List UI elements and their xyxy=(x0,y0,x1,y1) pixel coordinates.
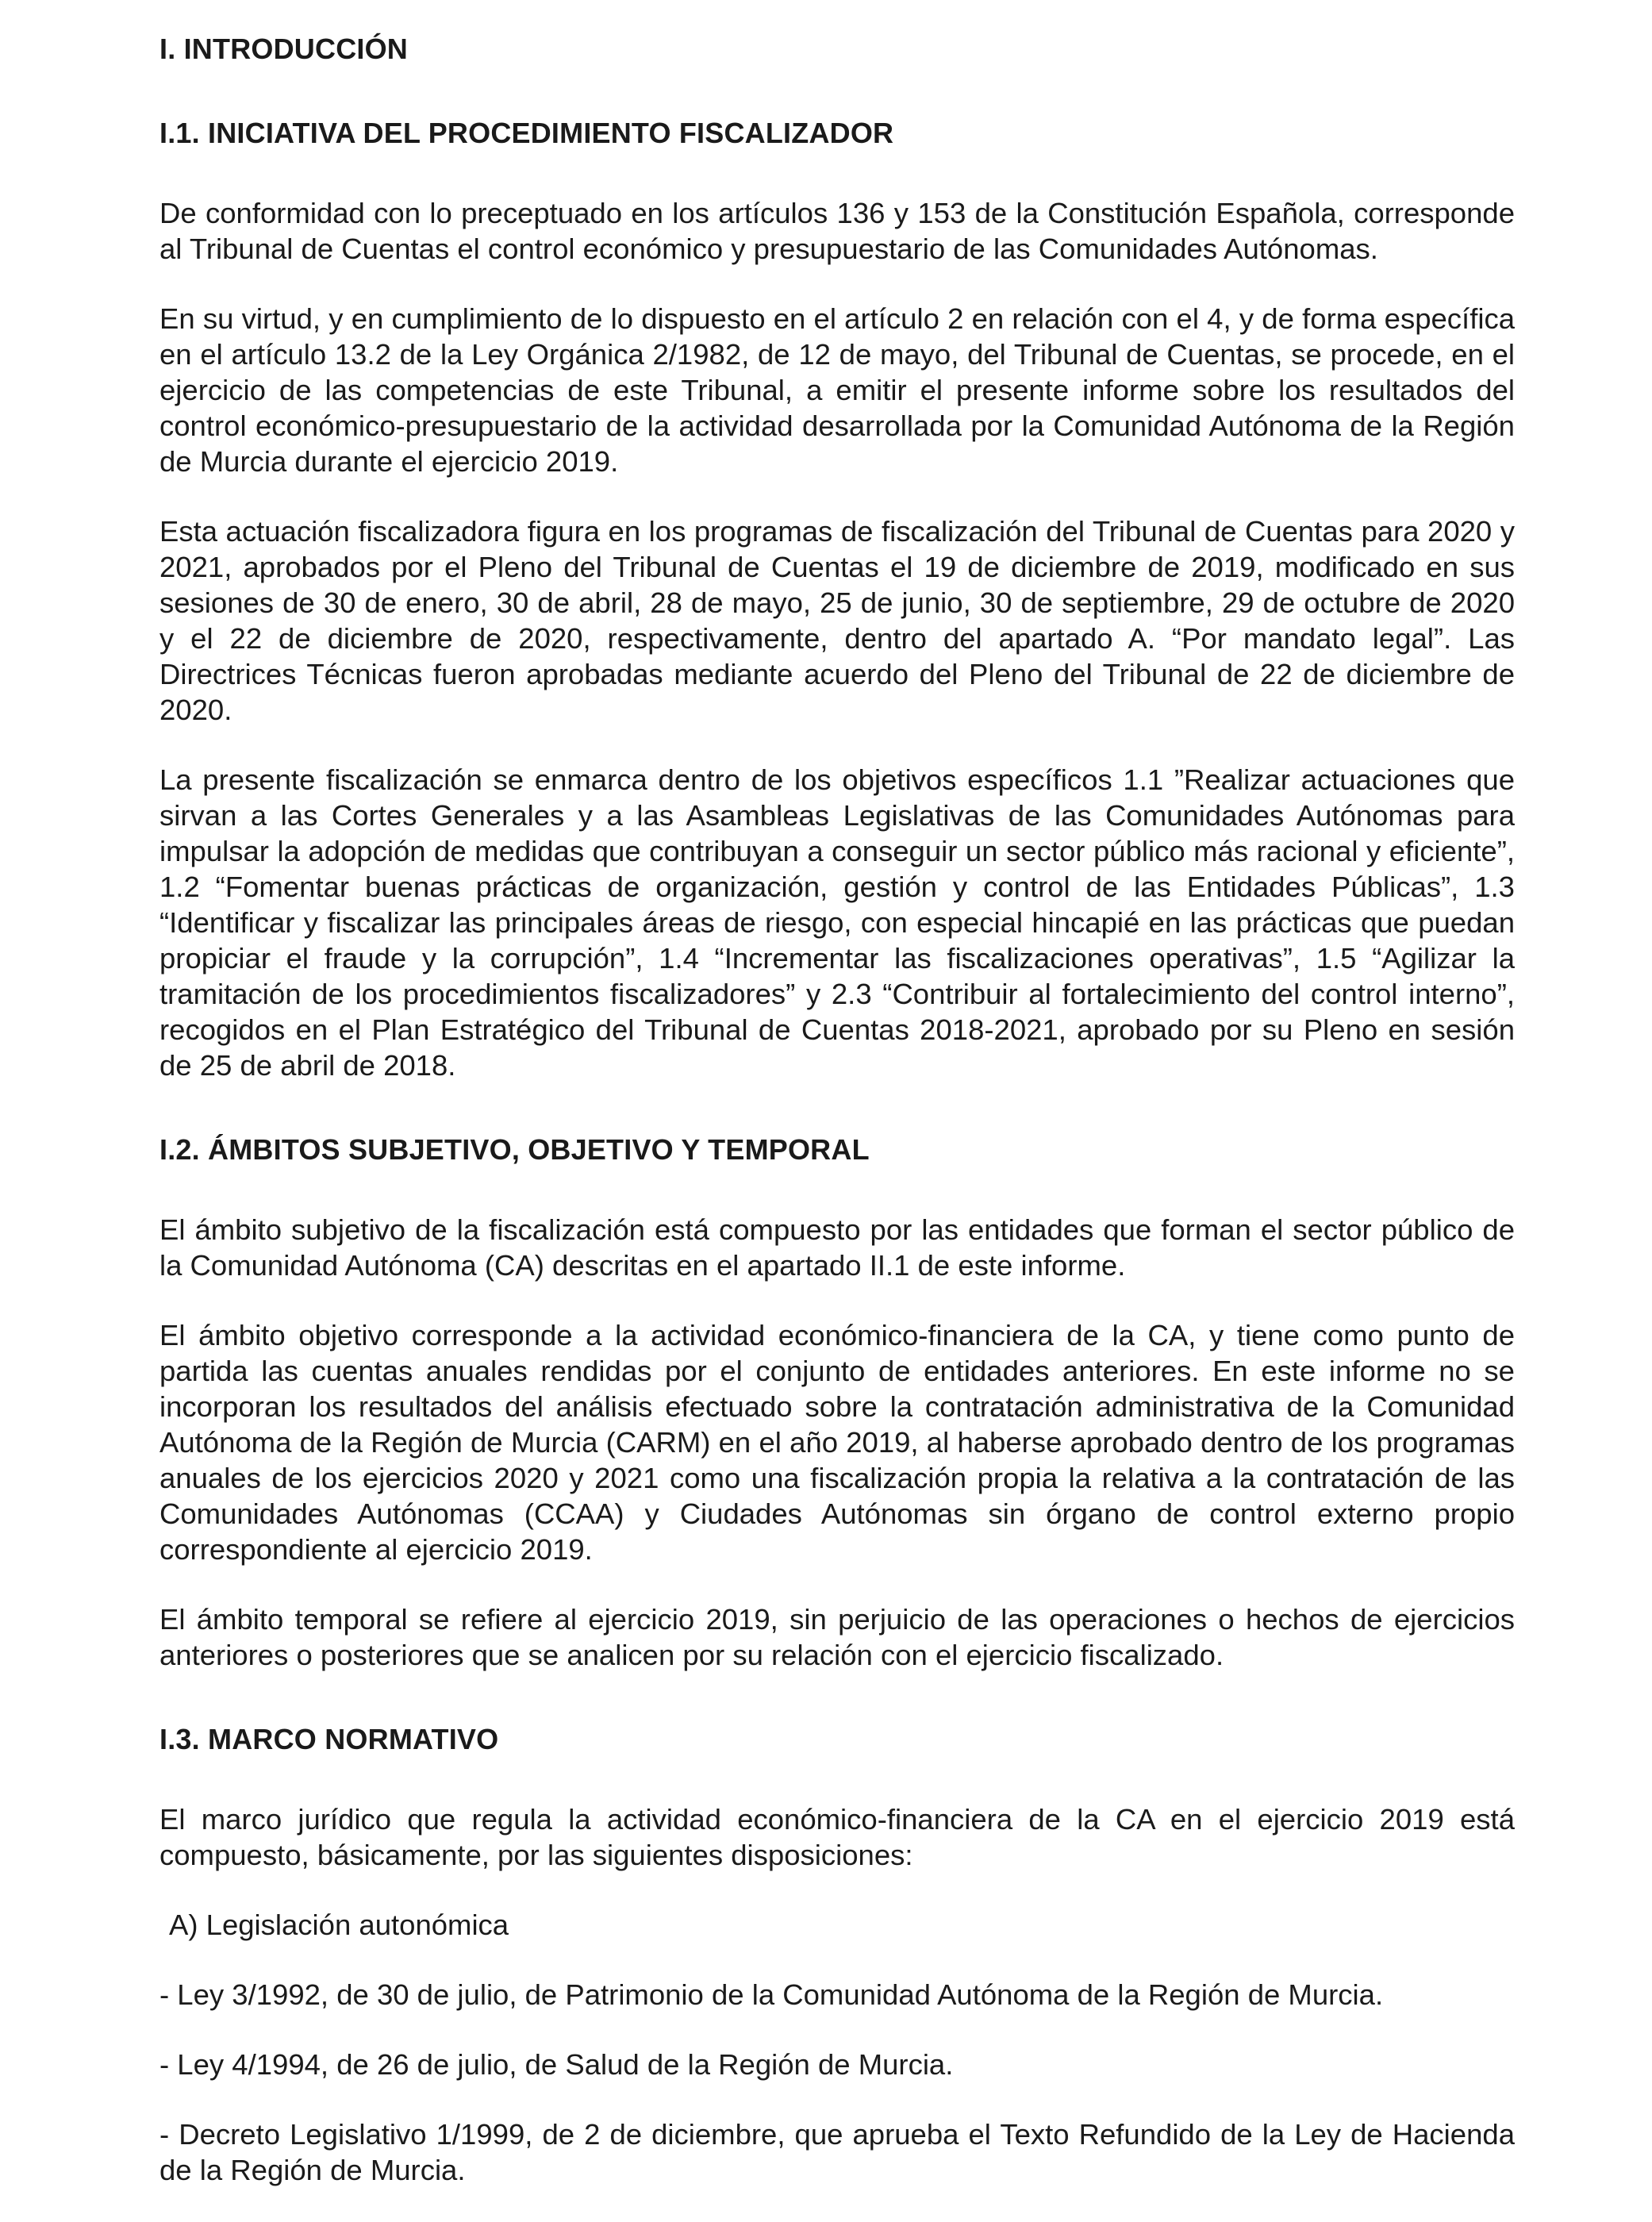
heading-iniciativa: I.1. INICIATIVA DEL PROCEDIMIENTO FISCALIZADOR xyxy=(159,117,894,149)
paragraph-objetivos: La presente fiscalización se enmarca dentro de los objetivos específicos 1.1 ”Realizar actuaciones que sirvan a las Cortes Generales y a las Asambleas Legislativas de las Comunidades Autónomas para impulsar la adopción de medidas que contribuyan a conseguir un sector público más racional y eficiente”, 1.2 “Fomentar buenas prácticas de organización, gestión y control de las Entidades Públicas”, 1.3 “Identificar y fiscalizar las principales áreas de riesgo, con especial hincapié en las prácticas que puedan propiciar el fraude y la corrupción”, 1.4 “Incrementar las fiscalizaciones operativas”, 1.5 “Agilizar la tramitación de los procedimientos fiscalizadores” y 2.3 “Contribuir al fortalecimiento del control interno”, recogidos en el Plan Estratégico del Tribunal de Cuentas 2018-2021, aprobado por su Pleno en sesión de 25 de abril de 2018. xyxy=(159,763,1515,1082)
paragraph-ambito-temporal: El ámbito temporal se refiere al ejercicio 2019, sin perjuicio de las operaciones o hechos de ejercicios anteriores o posteriores que se analicen por su relación con el ejercicio fiscalizado. xyxy=(159,1603,1515,1671)
list-item-ley-3-1992: - Ley 3/1992, de 30 de julio, de Patrimonio de la Comunidad Autónoma de la Región de Murcia. xyxy=(159,1978,1384,2011)
heading-marco-normativo: I.3. MARCO NORMATIVO xyxy=(159,1723,499,1755)
paragraph-ley-organica: En su virtud, y en cumplimiento de lo dispuesto en el artículo 2 en relación con el 4, y de forma específica en el artículo 13.2 de la Ley Orgánica 2/1982, de 12 de mayo, del Tribunal de Cuentas, se procede, en el ejercicio de las competencias de este Tribunal, a emitir el presente informe sobre los resultados del control económico-presupuestario de la actividad desarrollada por la Comunidad Autónoma de la Región de Murcia durante el ejercicio 2019. xyxy=(159,302,1515,478)
paragraph-ambito-subjetivo: El ámbito subjetivo de la fiscalización está compuesto por las entidades que forman el sector público de la Comunidad Autónoma (CA) descritas en el apartado II.1 de este informe. xyxy=(159,1213,1515,1282)
paragraph-programas-fiscalizacion: Esta actuación fiscalizadora figura en los programas de fiscalización del Tribunal de Cuentas para 2020 y 2021, aprobados por el Pleno del Tribunal de Cuentas el 19 de diciembre de 2019, modificado en sus sesiones de 30 de enero, 30 de abril, 28 de mayo, 25 de junio, 30 de septiembre, 29 de octubre de 2020 y el 22 de diciembre de 2020, respectivamente, dentro del apartado A. “Por mandato legal”. Las Directrices Técnicas fueron aprobadas mediante acuerdo del Pleno del Tribunal de 22 de diciembre de 2020. xyxy=(159,515,1515,726)
heading-ambitos: I.2. ÁMBITOS SUBJETIVO, OBJETIVO Y TEMPORAL xyxy=(159,1133,870,1166)
paragraph-marco-juridico: El marco jurídico que regula la actividad económico-financiera de la CA en el ejercicio 2019 está compuesto, básicamente, por las siguientes disposiciones: xyxy=(159,1803,1515,1871)
heading-introduccion: I. INTRODUCCIÓN xyxy=(159,33,408,65)
list-item-decreto-1-1999: - Decreto Legislativo 1/1999, de 2 de diciembre, que aprueba el Texto Refundido de la Ley de Hacienda de la Región de Murcia. xyxy=(159,2118,1515,2186)
document-page xyxy=(159,32,1515,2222)
paragraph-constitucion: De conformidad con lo preceptuado en los artículos 136 y 153 de la Constitución Española, corresponde al Tribunal de Cuentas el control económico y presupuestario de las Comunidades Autónomas. xyxy=(159,197,1515,265)
subheading-legislacion-autonomica: A) Legislación autonómica xyxy=(169,1909,509,1941)
list-item-ley-4-1994: - Ley 4/1994, de 26 de julio, de Salud de la Región de Murcia. xyxy=(159,2048,954,2081)
paragraph-ambito-objetivo: El ámbito objetivo corresponde a la actividad económico-financiera de la CA, y tiene como punto de partida las cuentas anuales rendidas por el conjunto de entidades anteriores. En este informe no se incorporan los resultados del análisis efectuado sobre la contratación administrativa de la Comunidad Autónoma de la Región de Murcia (CARM) en el año 2019, al haberse aprobado dentro de los programas anuales de los ejercicios 2020 y 2021 como una fiscalización propia la relativa a la contratación de las Comunidades Autónomas (CCAA) y Ciudades Autónomas sin órgano de control externo propio correspondiente al ejercicio 2019. xyxy=(159,1319,1515,1566)
